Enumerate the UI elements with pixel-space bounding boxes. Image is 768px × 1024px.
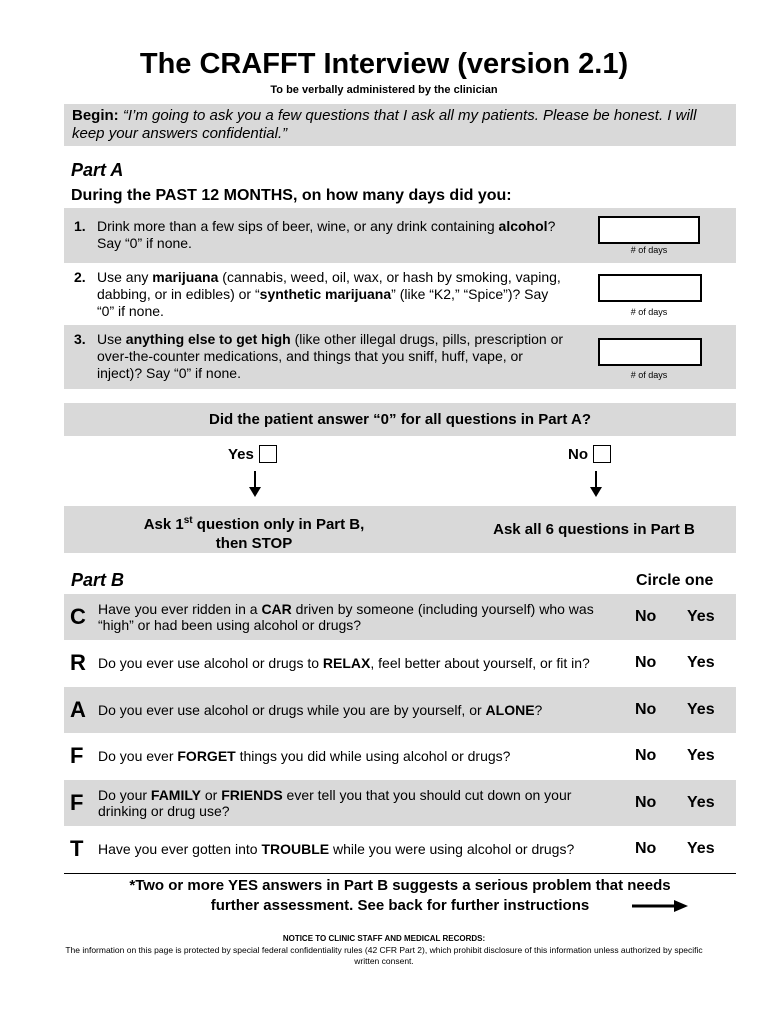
no-answer[interactable]: No xyxy=(635,840,657,857)
question-letter: C xyxy=(70,604,86,629)
no-answer[interactable]: No xyxy=(635,608,657,625)
part-b-question-t xyxy=(64,826,736,872)
yes-instruction: Ask 1st question only in Part B, then STOP xyxy=(143,515,365,552)
days-input-2[interactable] xyxy=(598,274,702,302)
question-text: Do you ever FORGET things you did while using alcohol or drugs? xyxy=(98,748,511,764)
days-input-3[interactable] xyxy=(598,338,702,366)
no-answer[interactable]: No xyxy=(635,654,657,671)
notice-text: The information on this page is protected by special federal confidentiality rules (42 CFR Part 2), which prohibit disclosure of this information unless authorized by specific written consent. xyxy=(65,945,703,966)
no-checkbox[interactable] xyxy=(593,445,611,463)
question-letter: R xyxy=(70,650,86,675)
days-input-1[interactable] xyxy=(598,216,700,244)
question-text: Use any marijuana (cannabis, weed, oil, wax, or hash by smoking, vaping, dabbing, or in edibles) or “synthetic marijuana” (like “K2,” “Spice”)? Say “0” if none. xyxy=(97,269,561,319)
part-a-question-1 xyxy=(64,208,736,263)
part-b-heading: Part B xyxy=(71,570,125,590)
question-text: Do your FAMILY or FRIENDS ever tell you that you should cut down on your drinking or drug use? xyxy=(98,787,572,819)
question-letter: A xyxy=(70,697,86,722)
question-text: Do you ever use alcohol or drugs to RELAX, feel better about yourself, or fit in? xyxy=(98,655,590,671)
no-instruction: Ask all 6 questions in Part B xyxy=(493,521,695,538)
yes-answer[interactable]: Yes xyxy=(687,654,715,671)
no-label: No xyxy=(568,445,588,463)
question-text: Do you ever use alcohol or drugs while you are by yourself, or ALONE? xyxy=(98,702,543,718)
part-b-question-c xyxy=(64,594,736,640)
part-a-heading: Part A xyxy=(71,160,124,180)
part-b-question-f1 xyxy=(64,733,736,779)
question-text: Have you ever ridden in a CAR driven by someone (including yourself) who was “high” or had been using alcohol or drugs? xyxy=(98,601,594,633)
days-label: # of days xyxy=(630,370,668,380)
down-arrow-icon xyxy=(249,471,261,497)
question-text: Use anything else to get high (like other illegal drugs, pills, prescription or over-the-counter medications, and things that you sniff, huff, vape, or inject)? Say “0” if none. xyxy=(97,331,564,381)
decision-question: Did the patient answer “0” for all questions in Part A? xyxy=(208,411,591,428)
no-option[interactable] xyxy=(568,445,611,463)
yes-option[interactable] xyxy=(228,445,277,463)
yes-label: Yes xyxy=(228,445,254,463)
notice-heading: NOTICE TO CLINIC STAFF AND MEDICAL RECORDS: xyxy=(282,934,486,943)
yes-answer[interactable]: Yes xyxy=(687,747,715,764)
part-b-question-r xyxy=(64,640,736,686)
circle-one-label: Circle one xyxy=(636,572,714,589)
yes-answer[interactable]: Yes xyxy=(687,840,715,857)
question-number: 2. xyxy=(74,269,86,285)
part-a-prompt: During the PAST 12 MONTHS, on how many days did you: xyxy=(71,187,512,204)
yes-checkbox[interactable] xyxy=(259,445,277,463)
part-b-question-a xyxy=(64,687,736,733)
question-letter: T xyxy=(70,836,84,861)
begin-script xyxy=(64,104,736,146)
yes-answer[interactable]: Yes xyxy=(687,608,715,625)
part-a-question-3 xyxy=(64,325,736,389)
no-answer[interactable]: No xyxy=(635,701,657,718)
question-letter: F xyxy=(70,743,84,768)
days-label: # of days xyxy=(630,307,668,317)
question-text: Have you ever gotten into TROUBLE while you were using alcohol or drugs? xyxy=(98,841,575,857)
down-arrow-icon xyxy=(590,471,602,497)
divider xyxy=(64,873,736,874)
question-letter: F xyxy=(70,790,84,815)
page-subtitle: To be verbally administered by the clinician xyxy=(270,84,498,96)
question-text: Drink more than a few sips of beer, wine, or any drink containing alcohol? Say “0” if none. xyxy=(97,218,556,251)
yes-answer[interactable]: Yes xyxy=(687,794,715,811)
days-label: # of days xyxy=(630,245,668,255)
no-answer[interactable]: No xyxy=(635,747,657,764)
yes-answer[interactable]: Yes xyxy=(687,701,715,718)
decision-bar xyxy=(64,403,736,436)
no-answer[interactable]: No xyxy=(635,794,657,811)
footnote-line-2: further assessment. See back for further instructions xyxy=(210,897,590,914)
question-number: 3. xyxy=(74,331,86,347)
footnote-line-1: *Two or more YES answers in Part B suggests a serious problem that needs xyxy=(129,877,671,894)
instruction-bar xyxy=(64,506,736,553)
part-a-question-2 xyxy=(64,265,736,323)
begin-label: Begin: xyxy=(72,107,119,124)
begin-text: “I’m going to ask you a few questions that I ask all my patients. Please be honest. I will keep your answers confidential.” xyxy=(72,107,697,142)
part-b-question-f2 xyxy=(64,780,736,826)
page-title: The CRAFFT Interview (version 2.1) xyxy=(139,48,629,80)
question-number: 1. xyxy=(74,218,86,234)
right-arrow-icon xyxy=(632,899,688,913)
